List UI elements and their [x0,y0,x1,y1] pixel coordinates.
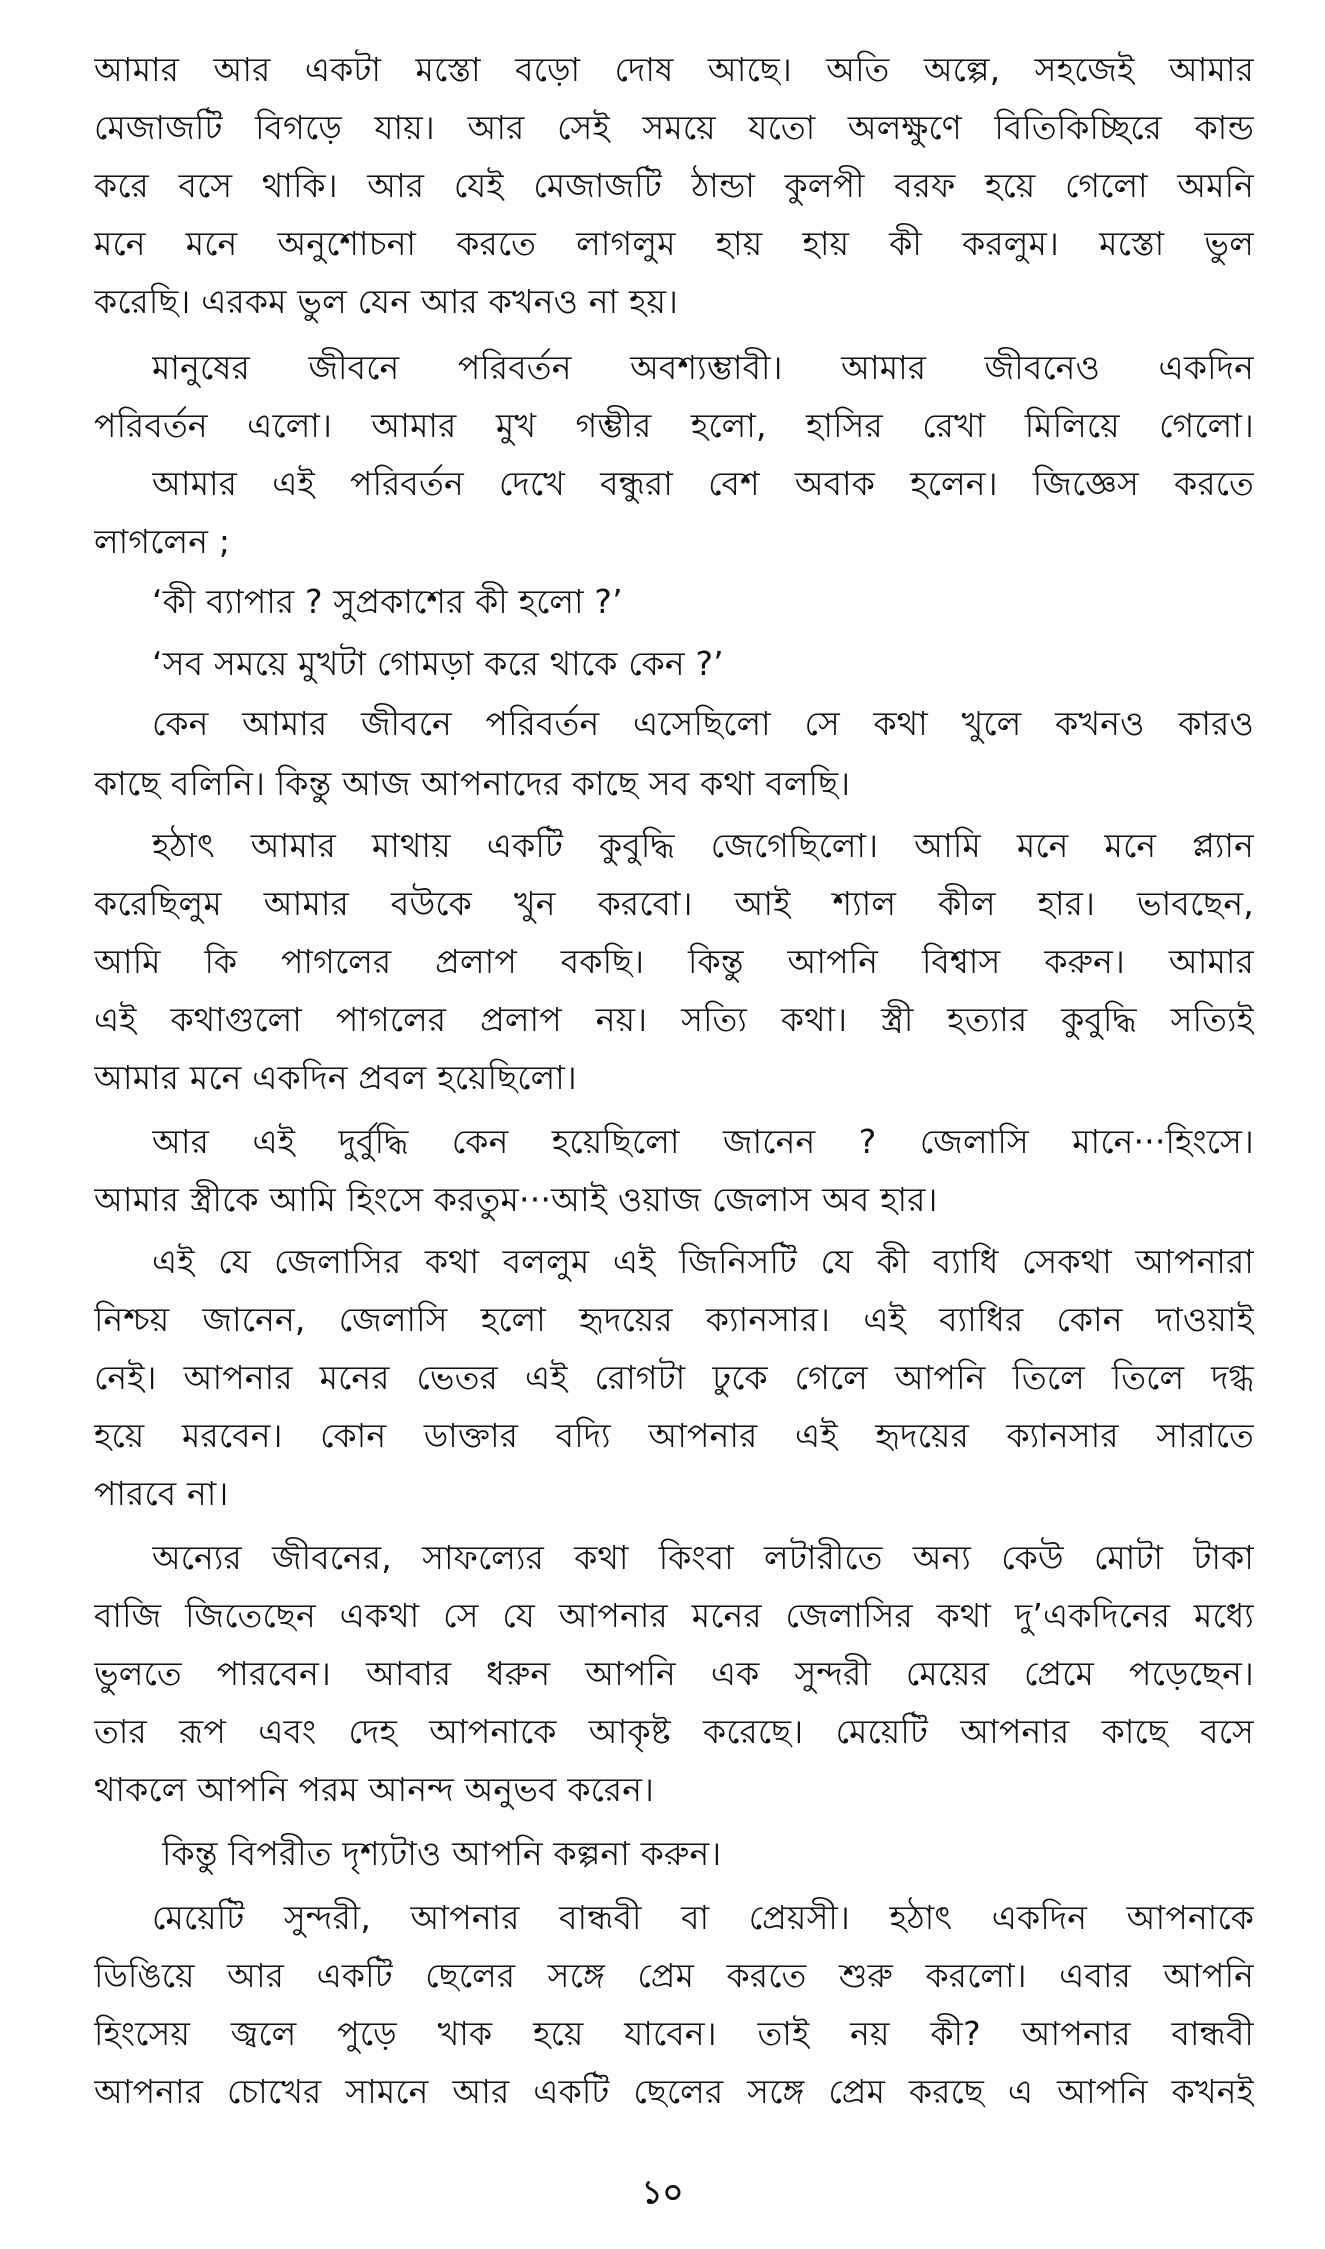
text-line: আপনার চোখের সামনে আর একটি ছেলের সঙ্গে প্রেম করছে এ আপনি কখনই [94,2072,1254,2111]
text-line: আমার আর একটা মস্তো বড়ো দোষ আছে। অতি অল্পে, সহজেই আমার [94,50,1254,89]
text-line: করে বসে থাকি। আর যেই মেজাজটি ঠান্ডা কুলপী বরফ হয়ে গেলো অমনি [94,166,1254,205]
text-line: পরিবর্তন এলো। আমার মুখ গম্ভীর হলো, হাসির রেখা মিলিয়ে গেলো। [94,406,1254,445]
text-line: মনে মনে অনুশোচনা করতে লাগলুম হায় হায় কী করলুম। মস্তো ভুল [94,224,1254,263]
text-line: করেছি। এরকম ভুল যেন আর কখনও না হয়। [94,282,679,321]
text-line: কাছে বলিনি। কিন্তু আজ আপনাদের কাছে সব কথা বলছি। [94,764,851,803]
text-line: আমি কি পাগলের প্রলাপ বকছি। কিন্তু আপনি বিশ্বাস করুন। আমার [94,942,1254,981]
text-line: কেন আমার জীবনে পরিবর্তন এসেছিলো সে কথা খুলে কখনও কারও [152,704,1254,743]
text-line: কিন্তু বিপরীত দৃশ্যটাও আপনি কল্পনা করুন। [162,1834,722,1873]
text-line: এই কথাগুলো পাগলের প্রলাপ নয়। সত্যি কথা। স্ত্রী হত্যার কুবুদ্ধি সত্যিই [94,1000,1254,1039]
text-line: নেই। আপনার মনের ভেতর এই রোগটা ঢুকে গেলে আপনি তিলে তিলে দগ্ধ [94,1358,1254,1397]
text-line: মেজাজটি বিগড়ে যায়। আর সেই সময়ে যতো অলক্ষুণে বিতিকিচ্ছিরে কান্ড [94,108,1254,147]
text-line: হিংসেয় জ্বলে পুড়ে খাক হয়ে যাবেন। তাই নয় কী? আপনার বান্ধবী [94,2014,1254,2053]
text-line: ডিঙিয়ে আর একটি ছেলের সঙ্গে প্রেম করতে শুরু করলো। এবার আপনি [94,1956,1254,1995]
text-line: অন্যের জীবনের, সাফল্যের কথা কিংবা লটারীতে অন্য কেউ মোটা টাকা [152,1538,1254,1577]
page-number: ১০ [641,2173,684,2211]
text-line: করেছিলুম আমার বউকে খুন করবো। আই শ্যাল কীল হার। ভাবছেন, [94,884,1254,923]
text-line: লাগলেন ; [94,522,231,561]
text-line: ‘কী ব্যাপার ? সুপ্রকাশের কী হলো ?’ [152,582,623,621]
text-line: এই যে জেলাসির কথা বললুম এই জিনিসটি যে কী ব্যাধি সেকথা আপনারা [152,1242,1254,1281]
text-line: ‘সব সময়ে মুখটা গোমড়া করে থাকে কেন ?’ [152,644,724,683]
text-line: ভুলতে পারবেন। আবার ধরুন আপনি এক সুন্দরী মেয়ের প্রেমে পড়েছেন। [94,1654,1254,1693]
text-line: বাজি জিতেছেন একথা সে যে আপনার মনের জেলাসির কথা দু’একদিনের মধ্যে [94,1596,1254,1635]
text-line: আমার স্ত্রীকে আমি হিংসে করতুম···আই ওয়াজ জেলাস অব হার। [94,1180,938,1219]
text-line: নিশ্চয় জানেন, জেলাসি হলো হৃদয়ের ক্যানসার। এই ব্যাধির কোন দাওয়াই [94,1300,1254,1339]
text-line: পারবে না। [94,1474,229,1513]
text-line: হঠাৎ আমার মাথায় একটি কুবুদ্ধি জেগেছিলো। আমি মনে মনে প্ল্যান [152,826,1254,865]
text-line: মানুষের জীবনে পরিবর্তন অবশ্যম্ভাবী। আমার জীবনেও একদিন [152,348,1254,387]
text-line: আর এই দুর্বুদ্ধি কেন হয়েছিলো জানেন ? জেলাসি মানে···হিংসে। [152,1122,1254,1161]
text-line: থাকলে আপনি পরম আনন্দ অনুভব করেন। [94,1770,655,1809]
text-line: মেয়েটি সুন্দরী, আপনার বান্ধবী বা প্রেয়সী। হঠাৎ একদিন আপনাকে [152,1898,1254,1937]
text-line: হয়ে মরবেন। কোন ডাক্তার বদ্যি আপনার এই হৃদয়ের ক্যানসার সারাতে [94,1416,1254,1455]
text-line: তার রূপ এবং দেহ আপনাকে আকৃষ্ট করেছে। মেয়েটি আপনার কাছে বসে [94,1712,1254,1751]
text-line: আমার এই পরিবর্তন দেখে বন্ধুরা বেশ অবাক হলেন। জিজ্ঞেস করতে [152,464,1254,503]
text-line: আমার মনে একদিন প্রবল হয়েছিলো। [94,1058,577,1097]
